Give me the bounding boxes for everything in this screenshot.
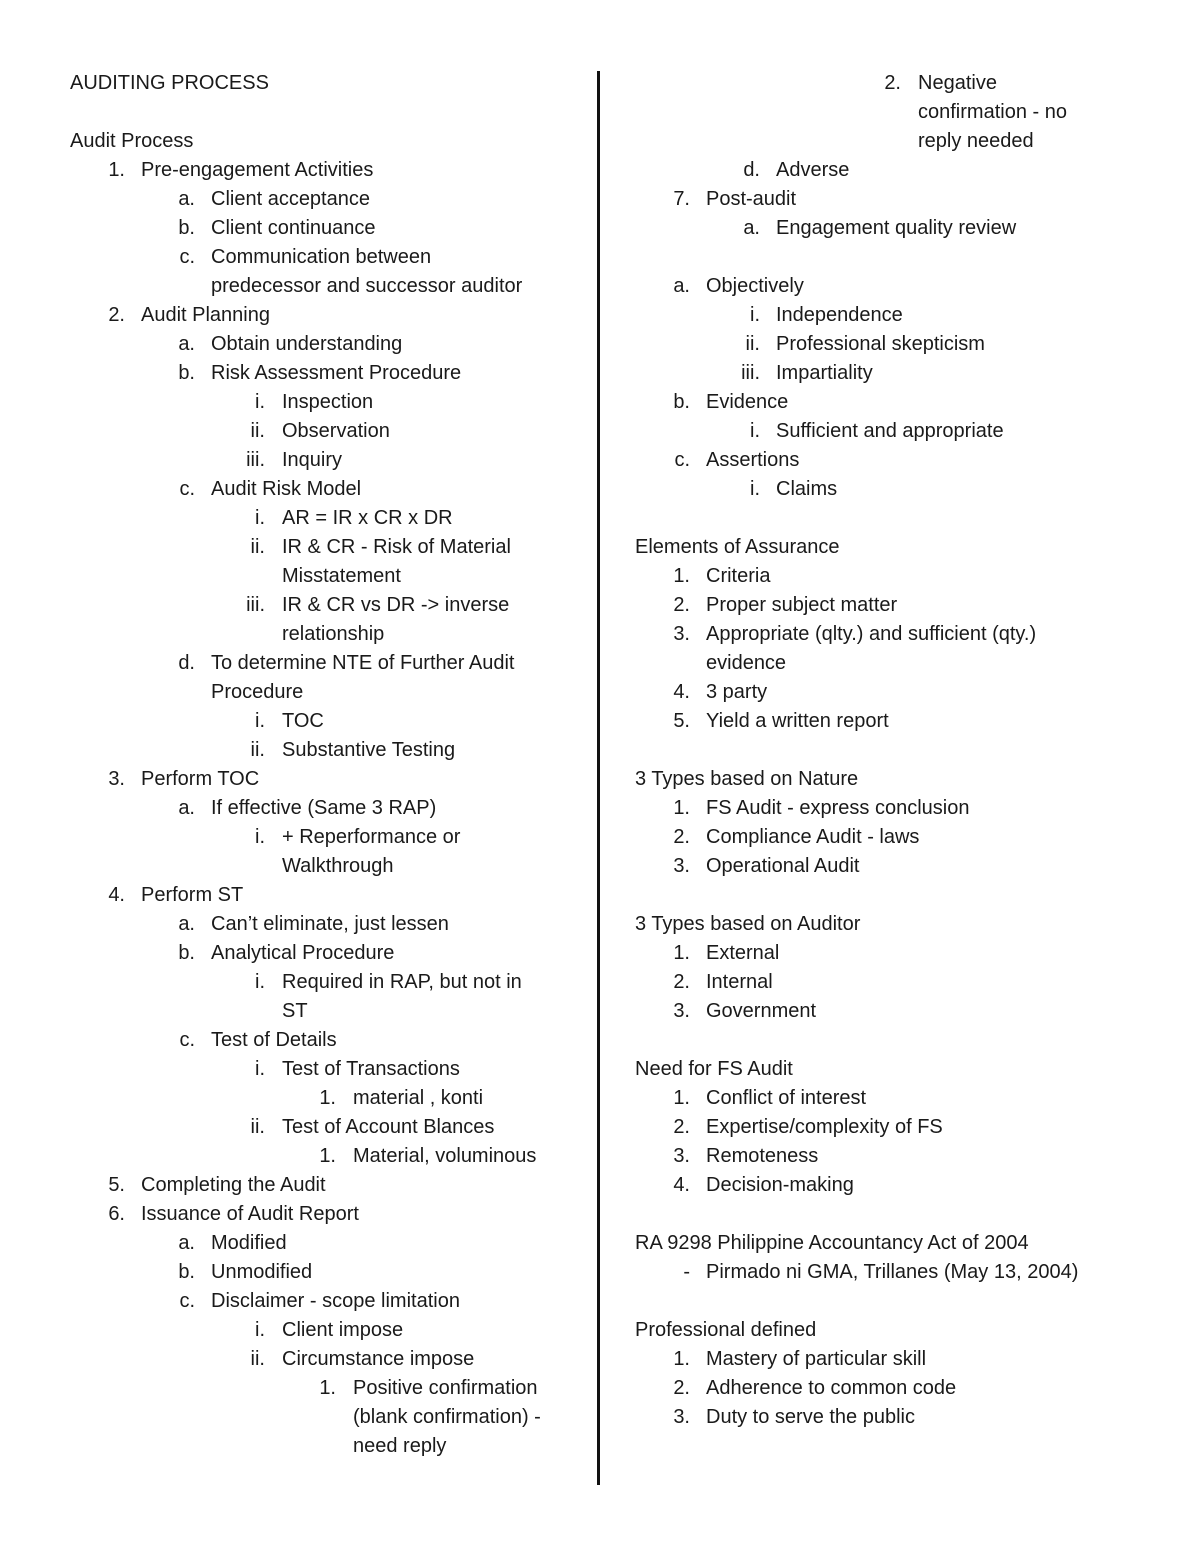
list-text: (blank confirmation) -: [353, 1406, 541, 1428]
list-text: Modified: [211, 1232, 287, 1254]
list-marker: ii.: [250, 1116, 265, 1138]
list-marker: ii.: [250, 536, 265, 558]
list-text: AUDITING PROCESS: [70, 72, 269, 94]
list-text: Analytical Procedure: [211, 942, 395, 964]
list-item: [70, 852, 595, 881]
list-text: Required in RAP, but not in: [282, 971, 522, 993]
list-text: RA 9298 Philippine Accountancy Act of 2004: [635, 1232, 1029, 1254]
list-marker: 3.: [108, 768, 125, 790]
list-item: [635, 1345, 1175, 1374]
list-text: Mastery of particular skill: [706, 1348, 927, 1370]
list-item: [70, 707, 595, 736]
list-marker: 2.: [108, 304, 125, 326]
list-text: Audit Risk Model: [211, 478, 362, 500]
list-item: [635, 185, 1175, 214]
list-marker: i.: [255, 1058, 265, 1080]
list-marker: iii.: [246, 449, 265, 471]
list-marker: 5.: [108, 1174, 125, 1196]
list-text: Issuance of Audit Report: [141, 1203, 359, 1225]
list-marker: 5.: [673, 710, 690, 732]
section-heading: [635, 533, 1175, 562]
list-item: [70, 620, 595, 649]
list-item: [70, 794, 595, 823]
list-item: [70, 1055, 595, 1084]
list-text: Evidence: [706, 391, 789, 413]
list-marker: 2.: [673, 826, 690, 848]
list-marker: 1.: [673, 797, 690, 819]
list-text: IR & CR vs DR -> inverse: [282, 594, 510, 616]
list-marker: a.: [178, 333, 195, 355]
list-marker: i.: [255, 971, 265, 993]
list-item: [70, 272, 595, 301]
list-text: Conflict of interest: [706, 1087, 867, 1109]
list-item: [70, 1287, 595, 1316]
list-marker: 4.: [673, 681, 690, 703]
list-marker: ii.: [250, 739, 265, 761]
list-item: [70, 446, 595, 475]
blank-line: [635, 736, 1175, 765]
list-item: [70, 185, 595, 214]
list-item: [70, 910, 595, 939]
list-text: Material, voluminous: [353, 1145, 537, 1167]
list-item: [635, 1258, 1175, 1287]
list-item: [635, 649, 1175, 678]
list-item: [70, 765, 595, 794]
list-marker: iii.: [741, 362, 760, 384]
blank-line: [635, 1026, 1175, 1055]
list-item: [635, 1084, 1175, 1113]
list-item: [70, 156, 595, 185]
list-item: [70, 1113, 595, 1142]
list-marker: ii.: [250, 1348, 265, 1370]
list-marker: b.: [178, 362, 195, 384]
list-item: [635, 127, 1175, 156]
list-text: Perform TOC: [141, 768, 260, 790]
list-marker: 2.: [673, 594, 690, 616]
list-marker: 3.: [673, 623, 690, 645]
list-item: [635, 852, 1175, 881]
blank-line: [635, 243, 1175, 272]
list-marker: d.: [178, 652, 195, 674]
list-item: [635, 446, 1175, 475]
list-marker: i.: [255, 826, 265, 848]
list-text: 3 party: [706, 681, 768, 703]
list-item: [70, 504, 595, 533]
list-marker: 1.: [673, 1087, 690, 1109]
list-text: Disclaimer - scope limitation: [211, 1290, 460, 1312]
list-item: [635, 823, 1175, 852]
list-marker: b.: [178, 217, 195, 239]
list-text: Adverse: [776, 159, 850, 181]
list-marker: 2.: [884, 72, 901, 94]
list-marker: iii.: [246, 594, 265, 616]
list-marker: a.: [178, 797, 195, 819]
list-text: Professional skepticism: [776, 333, 985, 355]
blank-line: [635, 881, 1175, 910]
list-item: [635, 330, 1175, 359]
list-marker: a.: [178, 1232, 195, 1254]
list-item: [70, 649, 595, 678]
list-text: TOC: [282, 710, 324, 732]
list-text: Independence: [776, 304, 903, 326]
list-marker: 1.: [319, 1087, 336, 1109]
section-heading: [635, 1055, 1175, 1084]
list-text: Impartiality: [776, 362, 873, 384]
list-text: External: [706, 942, 780, 964]
list-item: [635, 562, 1175, 591]
list-marker: 1.: [673, 565, 690, 587]
list-text: Completing the Audit: [141, 1174, 326, 1196]
section-heading: [635, 910, 1175, 939]
list-text: predecessor and successor auditor: [211, 275, 523, 297]
list-text: Pirmado ni GMA, Trillanes (May 13, 2004): [706, 1261, 1079, 1283]
left-column: [70, 69, 595, 1461]
list-text: Observation: [282, 420, 390, 442]
list-text: Test of Transactions: [282, 1058, 460, 1080]
list-item: [70, 1432, 595, 1461]
list-text: Operational Audit: [706, 855, 860, 877]
list-text: Assertions: [706, 449, 800, 471]
list-text: FS Audit - express conclusion: [706, 797, 970, 819]
list-marker: 3.: [673, 1406, 690, 1428]
list-marker: 7.: [673, 188, 690, 210]
list-text: IR & CR - Risk of Material: [282, 536, 511, 558]
right-column: [635, 69, 1175, 1432]
list-marker: c.: [179, 478, 195, 500]
list-item: [635, 156, 1175, 185]
list-marker: b.: [178, 942, 195, 964]
list-item: [635, 620, 1175, 649]
list-text: Can’t eliminate, just lessen: [211, 913, 449, 935]
list-marker: c.: [179, 246, 195, 268]
list-text: reply needed: [918, 130, 1034, 152]
list-text: Walkthrough: [282, 855, 394, 877]
list-text: Client impose: [282, 1319, 404, 1341]
section-heading: [635, 1229, 1175, 1258]
list-text: Proper subject matter: [706, 594, 898, 616]
list-marker: i.: [750, 420, 760, 442]
list-item: [635, 997, 1175, 1026]
list-item: [70, 1200, 595, 1229]
section-heading: [635, 1316, 1175, 1345]
list-item: [70, 1171, 595, 1200]
list-item: [635, 1374, 1175, 1403]
list-text: Audit Process: [70, 130, 194, 152]
list-marker: 1.: [108, 159, 125, 181]
list-text: Negative: [918, 72, 997, 94]
list-item: [70, 417, 595, 446]
list-item: [70, 678, 595, 707]
list-item: [70, 388, 595, 417]
list-marker: 2.: [673, 1377, 690, 1399]
list-item: [70, 939, 595, 968]
list-text: Misstatement: [282, 565, 401, 587]
list-item: [70, 1084, 595, 1113]
list-item: [70, 881, 595, 910]
list-item: [635, 98, 1175, 127]
list-text: Remoteness: [706, 1145, 819, 1167]
list-marker: 1.: [319, 1377, 336, 1399]
list-marker: 1.: [673, 942, 690, 964]
list-item: [70, 997, 595, 1026]
list-text: Procedure: [211, 681, 304, 703]
list-text: Client continuance: [211, 217, 376, 239]
list-item: [70, 359, 595, 388]
list-marker: a.: [673, 275, 690, 297]
list-text: Yield a written report: [706, 710, 889, 732]
list-item: [635, 214, 1175, 243]
list-item: [70, 1229, 595, 1258]
list-item: [635, 707, 1175, 736]
list-item: [635, 1171, 1175, 1200]
list-item: [70, 591, 595, 620]
list-marker: i.: [255, 391, 265, 413]
list-item: [635, 794, 1175, 823]
list-marker: 1.: [673, 1348, 690, 1370]
list-item: [70, 301, 595, 330]
list-item: [70, 1345, 595, 1374]
list-marker: d.: [743, 159, 760, 181]
list-marker: b.: [178, 1261, 195, 1283]
list-item: [635, 69, 1175, 98]
list-text: Perform ST: [141, 884, 244, 906]
list-marker: 3.: [673, 855, 690, 877]
list-marker: ii.: [745, 333, 760, 355]
list-marker: 4.: [673, 1174, 690, 1196]
section-heading: [70, 127, 595, 156]
blank-line: [635, 504, 1175, 533]
list-text: Need for FS Audit: [635, 1058, 793, 1080]
list-marker: c.: [179, 1029, 195, 1051]
section-heading: [635, 765, 1175, 794]
list-text: Test of Account Blances: [282, 1116, 495, 1138]
list-item: [635, 417, 1175, 446]
list-text: Inquiry: [282, 449, 343, 471]
list-marker: i.: [255, 710, 265, 732]
section-heading: [70, 69, 595, 98]
list-item: [635, 475, 1175, 504]
list-marker: i.: [255, 1319, 265, 1341]
list-text: Government: [706, 1000, 817, 1022]
list-text: Duty to serve the public: [706, 1406, 915, 1428]
list-text: + Reperformance or: [282, 826, 461, 848]
list-text: Post-audit: [706, 188, 797, 210]
list-text: Positive confirmation: [353, 1377, 538, 1399]
list-text: If effective (Same 3 RAP): [211, 797, 437, 819]
list-item: [70, 475, 595, 504]
list-marker: 1.: [319, 1145, 336, 1167]
list-text: Professional defined: [635, 1319, 817, 1341]
list-marker: a.: [178, 188, 195, 210]
list-text: 3 Types based on Auditor: [635, 913, 861, 935]
list-text: need reply: [353, 1435, 447, 1457]
blank-line: [635, 1200, 1175, 1229]
list-text: Compliance Audit - laws: [706, 826, 920, 848]
list-item: [635, 1113, 1175, 1142]
list-text: Expertise/complexity of FS: [706, 1116, 943, 1138]
list-item: [70, 1374, 595, 1403]
list-text: Circumstance impose: [282, 1348, 475, 1370]
list-item: [70, 330, 595, 359]
list-marker: 2.: [673, 971, 690, 993]
list-text: Decision-making: [706, 1174, 854, 1196]
list-item: [635, 1403, 1175, 1432]
list-item: [635, 939, 1175, 968]
list-item: [70, 1026, 595, 1055]
list-item: [70, 736, 595, 765]
list-marker: i.: [255, 507, 265, 529]
list-marker: 6.: [108, 1203, 125, 1225]
blank-line: [635, 1287, 1175, 1316]
list-marker: 3.: [673, 1145, 690, 1167]
list-item: [70, 243, 595, 272]
list-item: [635, 1142, 1175, 1171]
list-text: ST: [282, 1000, 308, 1022]
list-text: evidence: [706, 652, 787, 674]
list-text: Client acceptance: [211, 188, 370, 210]
list-text: confirmation - no: [918, 101, 1067, 123]
list-text: Test of Details: [211, 1029, 337, 1051]
list-marker: 2.: [673, 1116, 690, 1138]
list-text: Elements of Assurance: [635, 536, 840, 558]
list-item: [635, 678, 1175, 707]
list-marker: c.: [179, 1290, 195, 1312]
list-item: [70, 1403, 595, 1432]
list-text: To determine NTE of Further Audit: [211, 652, 515, 674]
list-marker: ii.: [250, 420, 265, 442]
list-item: [635, 968, 1175, 997]
list-marker: 3.: [673, 1000, 690, 1022]
list-item: [635, 301, 1175, 330]
list-text: Substantive Testing: [282, 739, 456, 761]
list-marker: i.: [750, 478, 760, 500]
list-text: Sufficient and appropriate: [776, 420, 1004, 442]
list-item: [70, 1258, 595, 1287]
list-item: [70, 823, 595, 852]
list-text: Objectively: [706, 275, 804, 297]
list-text: Adherence to common code: [706, 1377, 957, 1399]
list-item: [635, 591, 1175, 620]
blank-line: [70, 98, 595, 127]
list-text: Internal: [706, 971, 773, 993]
list-item: [70, 533, 595, 562]
list-marker: c.: [674, 449, 690, 471]
list-item: [635, 388, 1175, 417]
list-item: [70, 562, 595, 591]
list-item: [635, 359, 1175, 388]
list-text: Communication between: [211, 246, 432, 268]
list-marker: a.: [178, 913, 195, 935]
list-item: [70, 968, 595, 997]
list-marker: b.: [673, 391, 690, 413]
list-text: Obtain understanding: [211, 333, 403, 355]
list-text: AR = IR x CR x DR: [282, 507, 453, 529]
list-text: material , konti: [353, 1087, 484, 1109]
list-marker: 4.: [108, 884, 125, 906]
list-text: Pre-engagement Activities: [141, 159, 374, 181]
list-item: [70, 1316, 595, 1345]
list-text: relationship: [282, 623, 385, 645]
list-text: Engagement quality review: [776, 217, 1017, 239]
list-item: [635, 272, 1175, 301]
list-item: [70, 214, 595, 243]
list-text: Claims: [776, 478, 838, 500]
list-marker: a.: [743, 217, 760, 239]
list-marker: i.: [750, 304, 760, 326]
column-divider: [597, 71, 600, 1485]
list-text: 3 Types based on Nature: [635, 768, 859, 790]
list-text: Appropriate (qlty.) and sufficient (qty.): [706, 623, 1037, 645]
list-text: Audit Planning: [141, 304, 270, 326]
list-text: Unmodified: [211, 1261, 313, 1283]
list-text: Risk Assessment Procedure: [211, 362, 462, 384]
list-marker: -: [683, 1261, 690, 1283]
list-item: [70, 1142, 595, 1171]
list-text: Criteria: [706, 565, 771, 587]
list-text: Inspection: [282, 391, 374, 413]
